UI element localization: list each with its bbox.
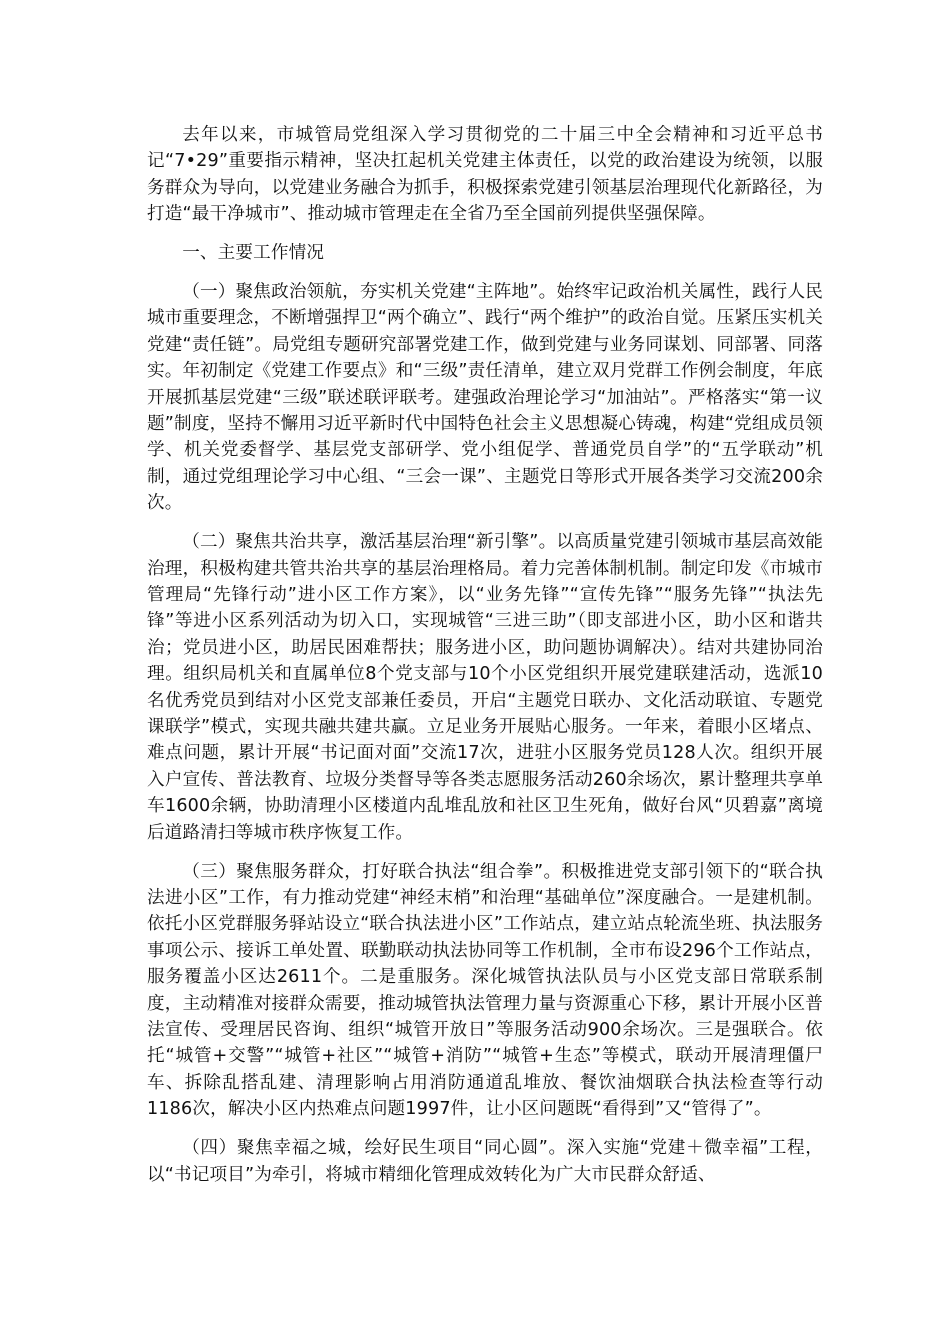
paragraph-happy-city: （四）聚焦幸福之城，绘好民生项目“同心圆”。深入实施“党建＋微幸福”工程，以“书记项目”为牵引，将城市精细化管理成效转化为广大市民群众舒适、 xyxy=(147,1138,823,1185)
intro-paragraph: 去年以来，市城管局党组深入学习贯彻党的二十届三中全会精神和习近平总书记“7•29”重要指示精神，坚决扛起机关党建主体责任，以党的政治建设为统领，以服务群众为导向，以党建业务融合为抓手，积极探索党建引领基层治理现代化新路径，为打造“最干净城市”、推动城市管理走在全省乃至全国前列提供坚强保障。 xyxy=(147,125,823,225)
paragraph-co-governance: （二）聚焦共治共享，激活基层治理“新引擎”。以高质量党建引领城市基层高效能治理，积极构建共管共治共享的基层治理格局。着力完善体制机制。制定印发《市城市管理局“先锋行动”进小区工作方案》，以“业务先锋”“宣传先锋”“服务先锋”“执法先锋”等进小区系列活动为切入口，实现城管“三进三助”（即支部进小区，助小区和谐共治；党员进小区，助居民困难帮扶；服务进小区，助问题协调解决）。结对共建协同治理。组织局机关和直属单位8个党支部与10个小区党组织开展党建联建活动，选派10名优秀党员到结对小区党支部兼任委员，开启“主题党日联办、文化活动联谊、专题党课联学”模式，实现共融共建共赢。立足业务开展贴心服务。一年来，着眼小区堵点、难点问题，累计开展“书记面对面”交流17次，进驻小区服务党员128人次。组织开展入户宣传、普法教育、垃圾分类督导等各类志愿服务活动260余场次，累计整理共享单车1600余辆，协助清理小区楼道内乱堆乱放和社区卫生死角，做好台风“贝碧嘉”离境后道路清扫等城市秩序恢复工作。 xyxy=(147,532,823,843)
section-heading-main-work: 一、主要工作情况 xyxy=(182,243,325,264)
document-body xyxy=(147,122,823,1200)
paragraph-political-leadership: （一）聚焦政治领航，夯实机关党建“主阵地”。始终牢记政治机关属性，践行人民城市重要理念，不断增强捍卫“两个确立”、践行“两个维护”的政治自觉。压紧压实机关党建“责任链”。局党组专题研究部署党建工作，做到党建与业务同谋划、同部署、同落实。年初制定《党建工作要点》和“三级”责任清单，建立双月党群工作例会制度，年底开展抓基层党建“三级”联述联评联考。建强政治理论学习“加油站”。严格落实“第一议题”制度，坚持不懈用习近平新时代中国特色社会主义思想凝心铸魂，构建“党组成员领学、机关党委督学、基层党支部研学、党小组促学、普通党员自学”的“五学联动”机制，通过党组理论学习中心组、“三会一课”、主题党日等形式开展各类学习交流200余次。 xyxy=(147,282,823,514)
paragraph-serving-masses: （三）聚焦服务群众，打好联合执法“组合拳”。积极推进党支部引领下的“联合执法进小区”工作，有力推动党建“神经末梢”和治理“基础单位”深度融合。一是建机制。依托小区党群服务驿站设立“联合执法进小区”工作站点，建立站点轮流坐班、执法服务事项公示、接诉工单处置、联勤联动执法协同等工作机制，全市布设296个工作站点，服务覆盖小区达2611个。二是重服务。深化城管执法队员与小区党支部日常联系制度，主动精准对接群众需要，推动城管执法管理力量与资源重心下移，累计开展小区普法宣传、受理居民咨询、组织“城管开放日”等服务活动900余场次。三是强联合。依托“城管+交警”“城管+社区”“城管+消防”“城管+生态”等模式，联动开展清理僵尸车、拆除乱搭乱建、清理影响占用消防通道乱堆放、餐饮油烟联合执法检查等行动1186次，解决小区内热难点问题1997件，让小区问题既“看得到”又“管得了”。 xyxy=(147,861,823,1120)
